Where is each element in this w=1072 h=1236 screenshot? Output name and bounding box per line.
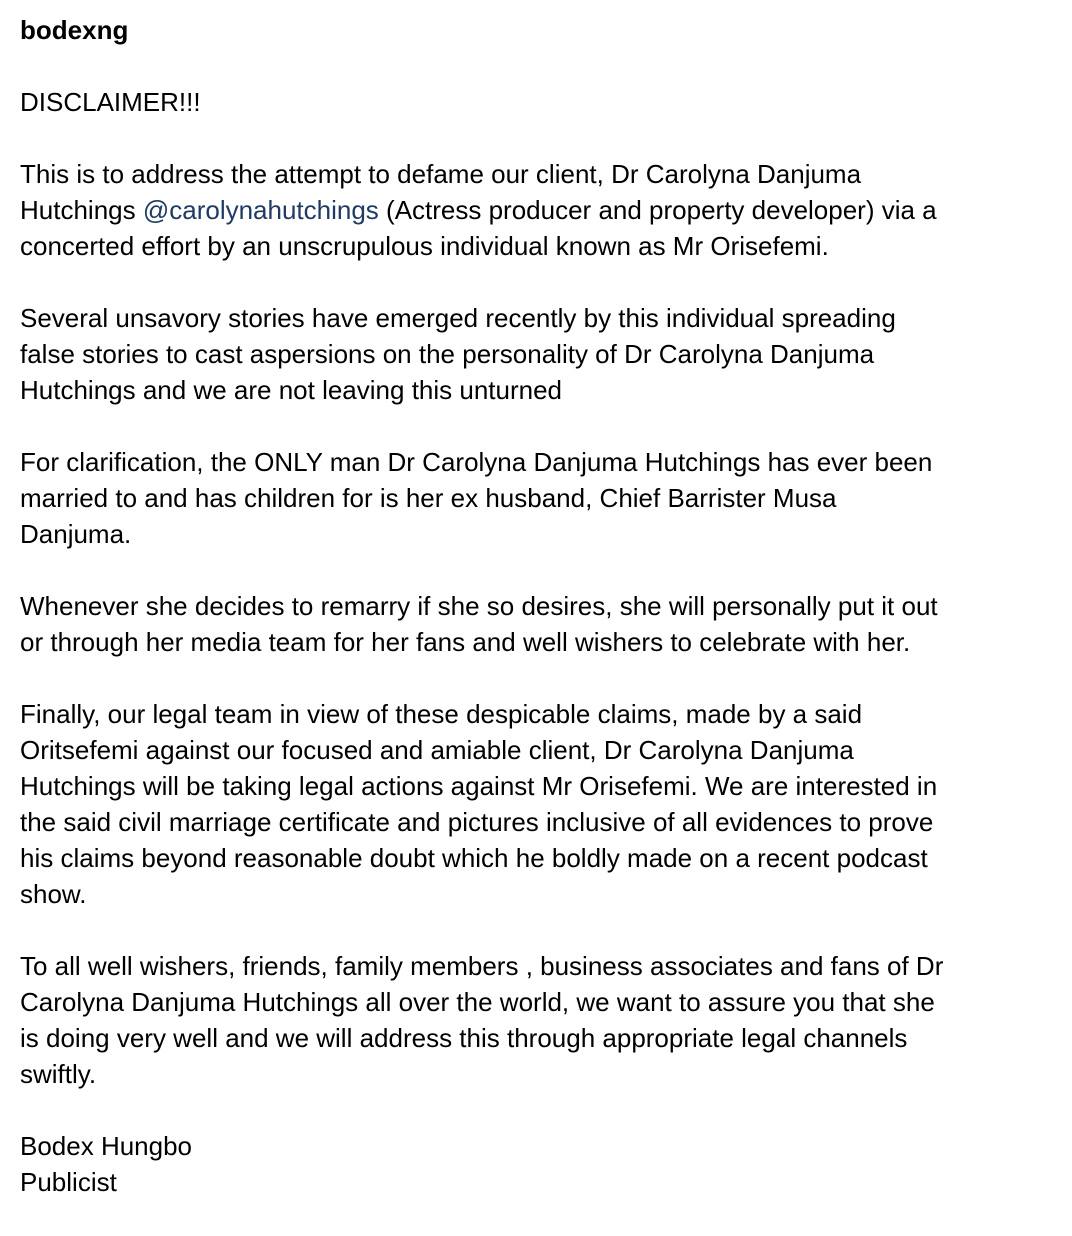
caption-line: Oritsefemi against our focused and amiable client, Dr Carolyna Danjuma <box>20 735 854 765</box>
caption-line: his claims beyond reasonable doubt which he boldly made on a recent podcast <box>20 843 928 873</box>
caption-paragraph-2 <box>20 300 1060 408</box>
caption-paragraph-5 <box>20 696 1060 912</box>
caption-line: concerted effort by an unscrupulous individual known as Mr Orisefemi. <box>20 231 829 261</box>
caption-line: Hutchings will be taking legal actions against Mr Orisefemi. We are interested in <box>20 771 938 801</box>
signature-title: Publicist <box>20 1167 117 1197</box>
caption-body <box>20 84 1060 1236</box>
caption-line: married to and has children for is her ex husband, Chief Barrister Musa <box>20 483 837 513</box>
caption-line: swiftly. <box>20 1059 97 1089</box>
caption-line: is doing very well and we will address this through appropriate legal channels <box>20 1023 908 1053</box>
caption-line <box>20 192 1060 228</box>
caption-paragraph-1 <box>20 156 1060 264</box>
signature-name: Bodex Hungbo <box>20 1131 193 1161</box>
caption-line: Hutchings and we are not leaving this unturned <box>20 375 563 405</box>
caption-line: show. <box>20 879 87 909</box>
caption-line: DISCLAIMER!!! <box>20 87 201 117</box>
caption-line: the said civil marriage certificate and pictures inclusive of all evidences to prove <box>20 807 934 837</box>
caption-line: Several unsavory stories have emerged recently by this individual spreading <box>20 303 896 333</box>
caption-line: This is to address the attempt to defame our client, Dr Carolyna Danjuma <box>20 159 862 189</box>
mention-link[interactable]: @carolynahutchings <box>142 195 379 225</box>
caption-heading <box>20 84 1060 120</box>
caption-line: Finally, our legal team in view of these despicable claims, made by a said <box>20 699 863 729</box>
caption-line: To all well wishers, friends, family members , business associates and fans of Dr <box>20 951 944 981</box>
caption-paragraph-4 <box>20 588 1060 660</box>
caption-line: false stories to cast aspersions on the personality of Dr Carolyna Danjuma <box>20 339 875 369</box>
post-username[interactable]: bodexng <box>20 15 129 45</box>
caption-line: or through her media team for her fans and well wishers to celebrate with her. <box>20 627 911 657</box>
caption-line: Whenever she decides to remarry if she so desires, she will personally put it out <box>20 591 938 621</box>
caption-paragraph-3 <box>20 444 1060 552</box>
caption-line: Carolyna Danjuma Hutchings all over the world, we want to assure you that she <box>20 987 935 1017</box>
caption-line: Danjuma. <box>20 519 132 549</box>
caption-text: (Actress producer and property developer) via a <box>378 195 937 225</box>
caption-text: Hutchings <box>20 195 143 225</box>
signature <box>20 1128 1060 1200</box>
caption-line: For clarification, the ONLY man Dr Carolyna Danjuma Hutchings has ever been <box>20 447 933 477</box>
caption-paragraph-6 <box>20 948 1060 1092</box>
